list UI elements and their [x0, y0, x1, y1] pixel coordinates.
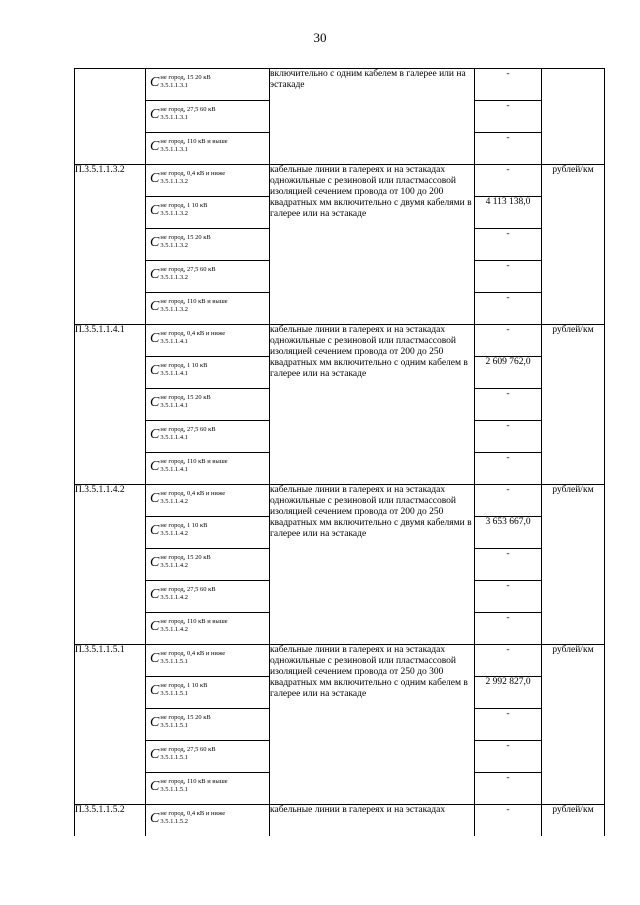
variable-subscript: 3.5.1.1.5.1 — [160, 690, 188, 697]
variable-symbol: C — [150, 587, 160, 602]
item-description: кабельные линии в галереях и на эстакадах — [270, 805, 475, 837]
variable-symbol: C — [150, 107, 160, 122]
rate-value: 2 609 762,0 — [475, 357, 542, 389]
unit-of-measure: рублей/км — [542, 325, 605, 485]
variable-symbol: C — [150, 331, 160, 346]
variable-superscript: не город, 0,4 кВ и ниже — [160, 810, 226, 817]
variable-subscript: 3.5.1.1.4.1 — [160, 402, 188, 409]
tariff-table — [74, 68, 605, 836]
item-code: П.3.5.1.1.4.1 — [75, 325, 146, 485]
variable-superscript: не город, 110 кВ и выше — [160, 458, 228, 465]
variable-superscript: не город, 15 20 кВ — [160, 234, 211, 241]
rate-variable — [146, 197, 270, 229]
variable-subscript: 3.5.1.1.3.1 — [160, 82, 188, 89]
variable-subscript: 3.5.1.1.4.2 — [160, 530, 188, 537]
variable-subscript: 3.5.1.1.4.1 — [160, 466, 188, 473]
rate-value: - — [475, 645, 542, 677]
variable-superscript: не город, 110 кВ и выше — [160, 138, 228, 145]
variable-superscript: не город, 27,5 60 кВ — [160, 106, 216, 113]
rate-variable — [146, 229, 270, 261]
rate-variable — [146, 709, 270, 741]
unit-of-measure: рублей/км — [542, 485, 605, 645]
rate-value: - — [475, 261, 542, 293]
variable-symbol: C — [150, 235, 160, 250]
variable-superscript: не город, 1 10 кВ — [160, 202, 208, 209]
unit-of-measure — [542, 69, 605, 165]
item-description: кабельные линии в галереях и на эстакадах одножильные с резиновой или пластмассовой изоляцией сечением провода от 100 до 200 квадратных мм включительно с двумя кабелями в галерее или на эстакаде — [270, 165, 475, 325]
variable-subscript: 3.5.1.1.4.2 — [160, 626, 188, 633]
item-description: кабельные линии в галереях и на эстакадах одножильные с резиновой или пластмассовой изоляцией сечением провода от 200 до 250 квадратных мм включительно с двумя кабелями в галерее или на эстакаде — [270, 485, 475, 645]
variable-symbol: C — [150, 683, 160, 698]
variable-subscript: 3.5.1.1.4.1 — [160, 370, 188, 377]
rate-variable — [146, 613, 270, 645]
variable-superscript: не город, 27,5 60 кВ — [160, 426, 216, 433]
rate-variable — [146, 389, 270, 421]
variable-symbol: C — [150, 491, 160, 506]
variable-subscript: 3.5.1.1.3.2 — [160, 210, 188, 217]
variable-superscript: не город, 0,4 кВ и ниже — [160, 650, 226, 657]
rate-value: 4 113 138,0 — [475, 197, 542, 229]
variable-subscript: 3.5.1.1.5.1 — [160, 754, 188, 761]
item-code: П.3.5.1.1.4.2 — [75, 485, 146, 645]
item-code: П.3.5.1.1.5.1 — [75, 645, 146, 805]
rate-variable — [146, 741, 270, 773]
rate-value: - — [475, 581, 542, 613]
rate-value: - — [475, 453, 542, 485]
variable-subscript: 3.5.1.1.5.1 — [160, 658, 188, 665]
rate-value: 3 653 667,0 — [475, 517, 542, 549]
rate-variable — [146, 261, 270, 293]
rate-variable — [146, 101, 270, 133]
variable-subscript: 3.5.1.1.3.2 — [160, 178, 188, 185]
rate-value: - — [475, 325, 542, 357]
rate-value: - — [475, 389, 542, 421]
variable-subscript: 3.5.1.1.4.1 — [160, 434, 188, 441]
item-description: кабельные линии в галереях и на эстакадах одножильные с резиновой или пластмассовой изоляцией сечением провода от 200 до 250 квадратных мм включительно с одним кабелем в галерее или на эстакаде — [270, 325, 475, 485]
variable-subscript: 3.5.1.1.5.2 — [160, 818, 188, 825]
rate-variable — [146, 581, 270, 613]
variable-subscript: 3.5.1.1.5.1 — [160, 722, 188, 729]
rate-variable — [146, 325, 270, 357]
variable-symbol: C — [150, 395, 160, 410]
table-row — [75, 325, 605, 357]
variable-symbol: C — [150, 363, 160, 378]
variable-superscript: не город, 1 10 кВ — [160, 682, 208, 689]
rate-variable — [146, 133, 270, 165]
variable-subscript: 3.5.1.1.4.2 — [160, 562, 188, 569]
rate-variable — [146, 805, 270, 837]
rate-value: 2 992 827,0 — [475, 677, 542, 709]
rate-value: - — [475, 485, 542, 517]
variable-symbol: C — [150, 299, 160, 314]
rate-variable — [146, 357, 270, 389]
rate-variable — [146, 453, 270, 485]
variable-symbol: C — [150, 267, 160, 282]
table-row — [75, 485, 605, 517]
variable-symbol: C — [150, 555, 160, 570]
rate-value: - — [475, 421, 542, 453]
variable-symbol: C — [150, 427, 160, 442]
item-code — [75, 69, 146, 165]
rate-variable — [146, 773, 270, 805]
rate-value: - — [475, 101, 542, 133]
rate-value: - — [475, 549, 542, 581]
variable-superscript: не город, 27,5 60 кВ — [160, 266, 216, 273]
variable-symbol: C — [150, 203, 160, 218]
variable-symbol: C — [150, 747, 160, 762]
table-row — [75, 165, 605, 197]
variable-superscript: не город, 15 20 кВ — [160, 74, 211, 81]
variable-superscript: не город, 0,4 кВ и ниже — [160, 170, 226, 177]
variable-subscript: 3.5.1.1.4.1 — [160, 338, 188, 345]
variable-symbol: C — [150, 811, 160, 826]
variable-symbol: C — [150, 523, 160, 538]
variable-subscript: 3.5.1.1.4.2 — [160, 498, 188, 505]
rate-value: - — [475, 805, 542, 837]
variable-symbol: C — [150, 779, 160, 794]
variable-superscript: не город, 110 кВ и выше — [160, 618, 228, 625]
variable-subscript: 3.5.1.1.4.2 — [160, 594, 188, 601]
item-description: включительно с одним кабелем в галерее или на эстакаде — [270, 69, 475, 165]
variable-subscript: 3.5.1.1.5.1 — [160, 786, 188, 793]
variable-subscript: 3.5.1.1.3.2 — [160, 242, 188, 249]
variable-superscript: не город, 27,5 60 кВ — [160, 586, 216, 593]
variable-superscript: не город, 15 20 кВ — [160, 394, 211, 401]
variable-symbol: C — [150, 619, 160, 634]
rate-variable — [146, 293, 270, 325]
table-row — [75, 645, 605, 677]
item-code: П.3.5.1.1.3.2 — [75, 165, 146, 325]
variable-superscript: не город, 110 кВ и выше — [160, 778, 228, 785]
variable-subscript: 3.5.1.1.3.1 — [160, 114, 188, 121]
rate-variable — [146, 645, 270, 677]
rate-value: - — [475, 229, 542, 261]
variable-symbol: C — [150, 75, 160, 90]
rate-variable — [146, 549, 270, 581]
rate-value: - — [475, 741, 542, 773]
rate-variable — [146, 165, 270, 197]
tariff-table-body — [75, 69, 605, 837]
variable-subscript: 3.5.1.1.3.2 — [160, 306, 188, 313]
variable-subscript: 3.5.1.1.3.1 — [160, 146, 188, 153]
rate-value: - — [475, 709, 542, 741]
variable-superscript: не город, 15 20 кВ — [160, 714, 211, 721]
rate-variable — [146, 677, 270, 709]
variable-superscript: не город, 27,5 60 кВ — [160, 746, 216, 753]
rate-value: - — [475, 165, 542, 197]
variable-symbol: C — [150, 459, 160, 474]
rate-variable — [146, 517, 270, 549]
rate-value: - — [475, 293, 542, 325]
variable-superscript: не город, 110 кВ и выше — [160, 298, 228, 305]
rate-variable — [146, 69, 270, 101]
variable-superscript: не город, 0,4 кВ и ниже — [160, 330, 226, 337]
rate-value: - — [475, 69, 542, 101]
table-row — [75, 805, 605, 837]
variable-symbol: C — [150, 651, 160, 666]
item-description: кабельные линии в галереях и на эстакадах одножильные с резиновой или пластмассовой изоляцией сечением провода от 250 до 300 квадратных мм включительно с одним кабелем в галерее или на эстакаде — [270, 645, 475, 805]
unit-of-measure: рублей/км — [542, 805, 605, 837]
table-row — [75, 69, 605, 101]
variable-symbol: C — [150, 139, 160, 154]
variable-subscript: 3.5.1.1.3.2 — [160, 274, 188, 281]
variable-superscript: не город, 0,4 кВ и ниже — [160, 490, 226, 497]
rate-variable — [146, 421, 270, 453]
page-number: 30 — [313, 30, 327, 45]
variable-superscript: не город, 1 10 кВ — [160, 522, 208, 529]
variable-superscript: не город, 1 10 кВ — [160, 362, 208, 369]
variable-symbol: C — [150, 171, 160, 186]
rate-value: - — [475, 613, 542, 645]
unit-of-measure: рублей/км — [542, 645, 605, 805]
rate-value: - — [475, 773, 542, 805]
item-code: П.3.5.1.1.5.2 — [75, 805, 146, 837]
rate-variable — [146, 485, 270, 517]
unit-of-measure: рублей/км — [542, 165, 605, 325]
rate-value: - — [475, 133, 542, 165]
variable-symbol: C — [150, 715, 160, 730]
variable-superscript: не город, 15 20 кВ — [160, 554, 211, 561]
